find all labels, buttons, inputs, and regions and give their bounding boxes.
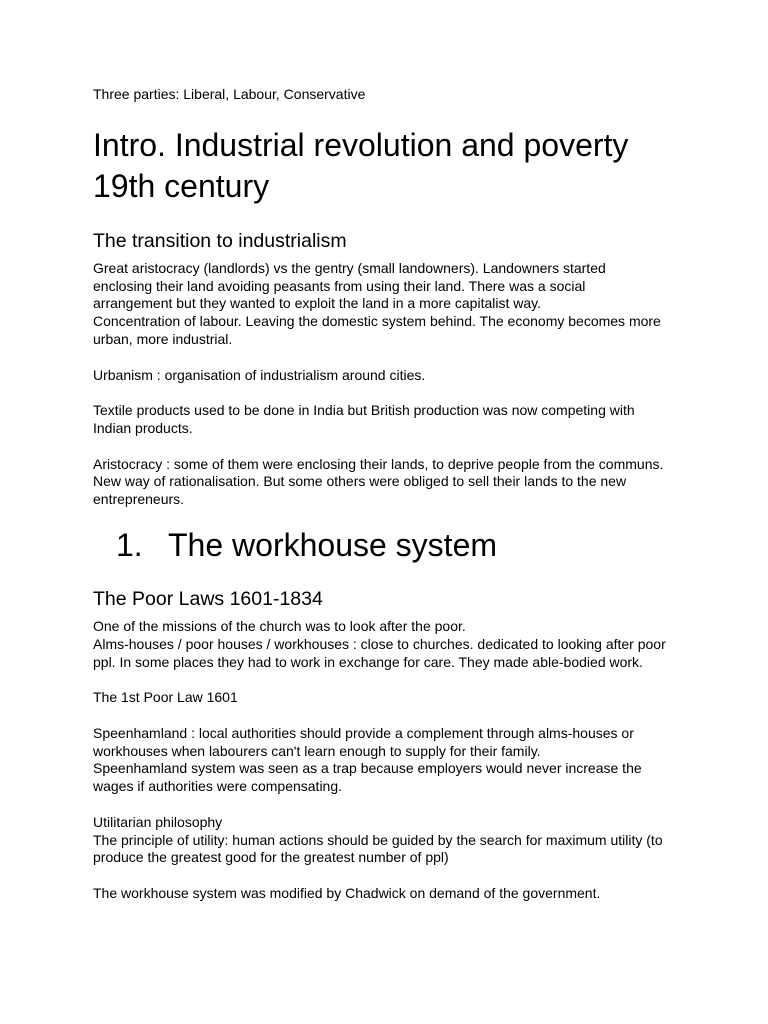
doc-title	[93, 125, 683, 207]
text-line: enclosing their land avoiding peasants from using their land. There was a social	[93, 277, 586, 294]
top-note: Three parties: Liberal, Labour, Conservative	[93, 86, 366, 102]
paragraph-utilitarian	[93, 814, 683, 867]
text-line: wages if authorities were compensating.	[93, 778, 343, 795]
text-line: Alms-houses / poor houses / workhouses : close to churches. dedicated to looking after poor	[93, 635, 666, 652]
text-line: New way of rationalisation. But some others were obliged to sell their lands to the new	[93, 473, 627, 490]
paragraph-speenhamland	[93, 725, 683, 796]
text-line: One of the missions of the church was to look after the poor.	[93, 617, 466, 634]
text-line: The principle of utility: human actions should be guided by the search for maximum utility (to	[93, 831, 663, 848]
paragraph-first-poor-law: The 1st Poor Law 1601	[93, 689, 238, 706]
text-line: Concentration of labour. Leaving the domestic system behind. The economy becomes more	[93, 313, 661, 330]
text-line: ppl. In some places they had to work in exchange for care. They made able-bodied work.	[93, 653, 643, 670]
paragraph-chadwick: The workhouse system was modified by Chadwick on demand of the government.	[93, 884, 601, 901]
section-heading-transition: The transition to industrialism	[93, 229, 347, 252]
text-line: workhouses when labourers can't learn enough to supply for their family.	[93, 742, 541, 759]
document-page	[93, 86, 683, 903]
heading-number: 1.	[116, 526, 143, 563]
text-line: produce the greatest good for the greatest number of ppl)	[93, 849, 449, 866]
paragraph-urbanism: Urbanism : organisation of industrialism around cities.	[93, 366, 426, 383]
paragraph-textile	[93, 402, 683, 438]
paragraph-enclosure	[93, 456, 683, 509]
text-line: urban, more industrial.	[93, 330, 233, 347]
text-line: Aristocracy : some of them were enclosing their lands, to deprive people from the communs.	[93, 455, 664, 472]
text-line: Speenhamland system was seen as a trap because employers would never increase the	[93, 760, 642, 777]
paragraph-church	[93, 618, 683, 671]
text-line: Textile products used to be done in India but British production was now competing with	[93, 402, 635, 419]
text-line: Great aristocracy (landlords) vs the gentry (small landowners). Landowners started	[93, 259, 606, 276]
heading-text: The workhouse system	[168, 526, 498, 563]
text-line: Speenhamland : local authorities should provide a complement through alms-houses or	[93, 724, 634, 741]
title-line-2: 19th century	[93, 167, 270, 204]
section-heading-poor-laws: The Poor Laws 1601-1834	[93, 587, 323, 610]
title-line-1: Intro. Industrial revolution and poverty	[93, 126, 629, 163]
text-line: Utilitarian philosophy	[93, 813, 223, 830]
heading-workhouse-system	[93, 525, 683, 565]
text-line: arrangement but they wanted to exploit the land in a more capitalist way.	[93, 295, 541, 312]
text-line: Indian products.	[93, 419, 193, 436]
text-line: entrepreneurs.	[93, 491, 185, 508]
paragraph-aristocracy	[93, 260, 683, 349]
